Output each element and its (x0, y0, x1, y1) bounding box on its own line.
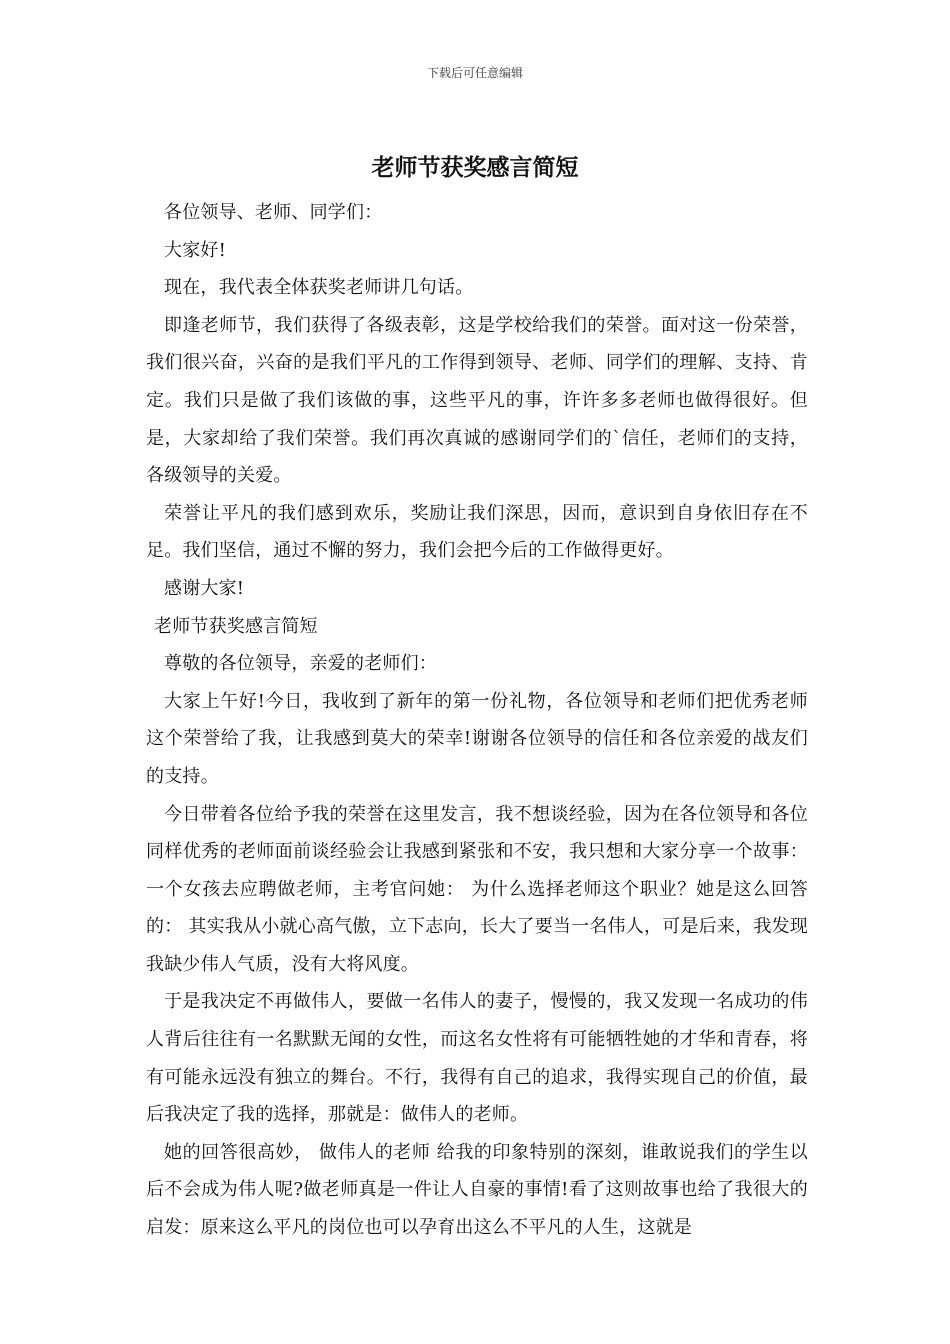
paragraph-hello: 大家好! (164, 239, 227, 261)
page-header-note: 下载后可任意编辑 (426, 66, 523, 80)
paragraph-inspiration: 她的回答很高妙， 做伟人的老师 给我的印象特别的深刻，谁敢说我们的学生以后不会成为伟人呢?做老师真是一件让人自豪的事情!看了这则故事也给了我很大的启发：原来这么平凡的岗位也可以孕育出这么不平凡的人生，这就是 (146, 1141, 808, 1239)
paragraph-story: 今日带着各位给予我的荣誉在这里发言，我不想谈经验，因为在各位领导和各位同样优秀的老师面前谈经验会让我感到紧张和不安，我只想和大家分享一个故事：一个女孩去应聘做老师，主考官问她： 为什么选择老师这个职业？她是这么回答的： 其实我从小就心高气傲，立下志向，长大了要当一名伟人，可是后来，我发现我缺少伟人气质，没有大将风度。 (146, 803, 808, 975)
paragraph-thanks: 感谢大家! (164, 577, 245, 599)
paragraph-honor: 即逢老师节，我们获得了各级表彰，这是学校给我们的荣誉。面对这一份荣誉，我们很兴奋，兴奋的是我们平凡的工作得到领导、老师、同学们的理解、支持、肯定。我们只是做了我们该做的事，这些平凡的事，许许多多老师也做得很好。但是，大家却给了我们荣誉。我们再次真诚的感谢同学们的`信任，老师们的支持，各级领导的关爱。 (146, 314, 808, 487)
paragraph-reflection: 荣誉让平凡的我们感到欢乐，奖励让我们深思，因而，意识到自身依旧存在不足。我们坚信，通过不懈的努力，我们会把今后的工作做得更好。 (146, 502, 808, 562)
paragraph-greeting: 各位领导、老师、同学们： (164, 202, 383, 223)
paragraph-gift: 大家上午好!今日，我收到了新年的第一份礼物，各位领导和老师们把优秀老师这个荣誉给了我，让我感到莫大的荣幸!谢谢各位领导的信任和各位亲爱的战友们的支持。 (146, 690, 808, 787)
section-heading: 老师节获奖感言简短 (154, 615, 318, 637)
paragraph-intro: 现在，我代表全体获奖老师讲几句话。 (164, 277, 474, 299)
paragraph-greeting-2: 尊敬的各位领导，亲爱的老师们： (164, 653, 437, 675)
paragraph-decision: 于是我决定不再做伟人，要做一名伟人的妻子，慢慢的，我又发现一名成功的伟人背后往往有一名默默无闻的女性，而这名女性将有可能牺牲她的才华和青春，将有可能永远没有独立的舞台。不行，我得有自己的追求，我得实现自己的价值，最后我决定了我的选择，那就是：做伟人的老师。 (146, 991, 808, 1126)
document-body (146, 194, 808, 1247)
document-title: 老师节获奖感言简短 (371, 154, 579, 181)
